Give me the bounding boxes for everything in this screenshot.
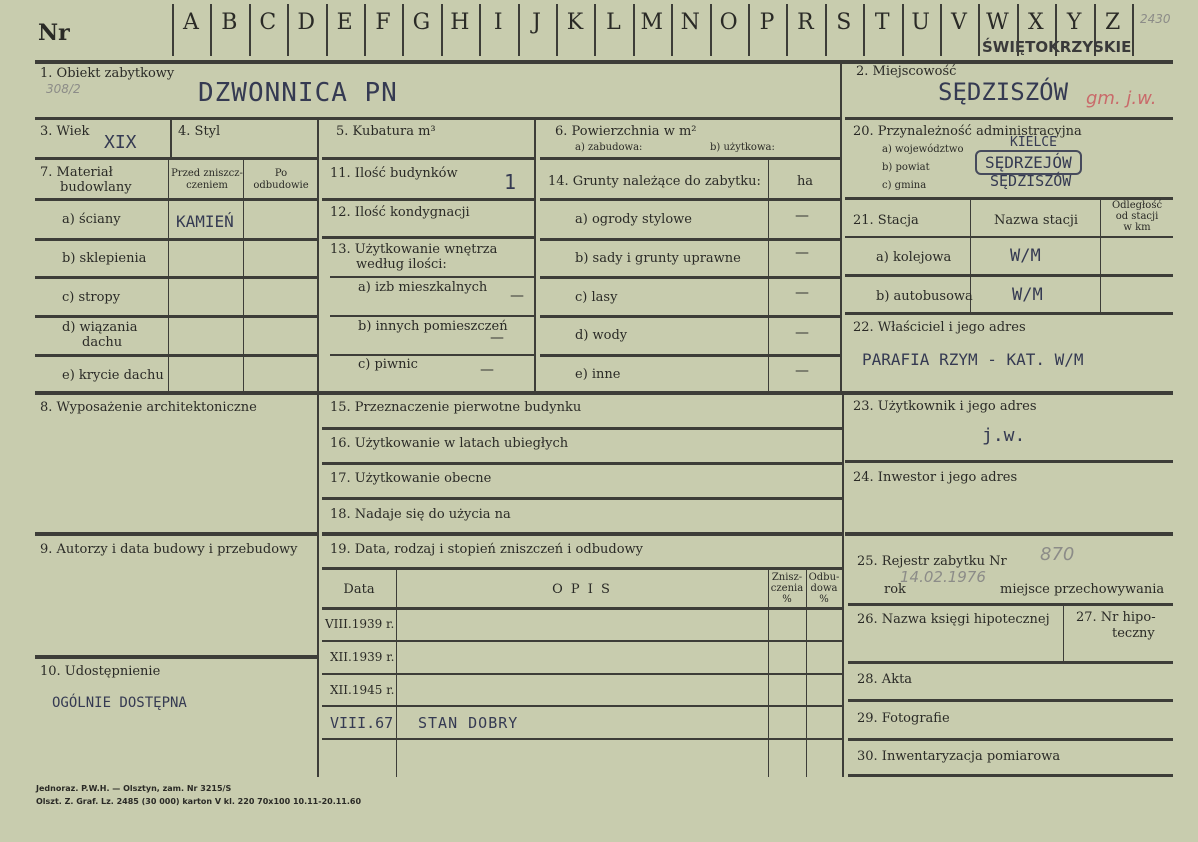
f18-label: 18. Nadaje się do użycia na [330,507,511,522]
f14-dash: — [795,363,809,379]
f13-b: b) innych pomieszczeń [358,319,508,334]
letter-separator [441,4,443,56]
rule [330,276,534,278]
letter-separator [594,4,596,56]
f7-row-walls: a) ściany [62,212,121,227]
rule [170,117,172,158]
letter-separator [863,4,865,56]
rule [845,274,1173,277]
index-letter: C [259,10,277,35]
index-letter: W [986,10,1009,35]
f21-b-value: W/M [1012,285,1043,305]
f7-label-2: budowlany [60,180,132,195]
f20-b-value: SĘDRZEJÓW [975,150,1082,175]
rule [35,354,317,357]
rule [35,157,317,160]
f20-c-value: SĘDZISZÓW [990,172,1072,190]
f20-a-value: KIELCE [1010,135,1057,150]
f25-nr-value: 870 [1040,544,1075,565]
f4-label: 4. Styl [178,124,221,139]
f14-item-gardens: a) ogrody stylowe [575,212,692,227]
f29-label: 29. Fotografie [857,711,950,726]
f6-sub-a: a) zabudowa: [575,142,643,153]
f7-row-trusses: d) wiązania [62,320,138,335]
rule [768,160,769,391]
f19-row-date: VIII.67 [330,714,394,732]
f7-row-ceilings: c) stropy [62,290,121,305]
rule [845,532,1173,536]
f10-label: 10. Udostępnienie [40,664,161,679]
rule [322,532,842,536]
rule [35,198,317,201]
f7-col-before: Przed zniszcz- [171,168,243,179]
f14-label: 14. Grunty należące do zabytku: [548,174,761,189]
f14-dash: — [795,208,809,224]
rule [322,236,534,239]
region-stamp: ŚWIĘTOKRZYSKIE [982,38,1132,56]
letter-separator [940,4,942,56]
index-letter: R [797,10,814,35]
f13-a: a) izb mieszkalnych [358,280,488,295]
f5-label: 5. Kubatura m³ [336,124,436,139]
rule [848,738,1173,741]
letter-separator [978,4,980,56]
f1-label: 1. Obiekt zabytkowy [40,66,175,81]
f2-value: SĘDZISZÓW [938,78,1069,106]
f22-label: 22. Właściciel i jego adres [853,320,1026,335]
letter-separator [825,4,827,56]
f19-col-destruction-3: % [782,594,792,605]
f21-col-name: Nazwa stacji [993,213,1079,228]
letter-separator [633,4,635,56]
index-letter: E [336,10,353,35]
letter-separator [364,4,366,56]
letter-separator [479,4,481,56]
f21-label: 21. Stacja [853,213,919,228]
f6-sub-b: b) użytkowa: [710,142,775,153]
index-letter: L [606,10,621,35]
f7-col-before-2: czeniem [186,180,228,191]
f19-col-rebuild-2: dowa [810,583,838,594]
f13-label: 13. Użytkowanie wnętrza [330,242,498,257]
index-letter: B [221,10,238,35]
letter-separator [518,4,520,56]
f23-value: j.w. [982,425,1026,446]
rule [322,607,842,610]
index-letter: J [532,10,541,35]
f19-row-date: XII.1939 r. [330,650,395,664]
rule [35,391,1173,395]
rule [322,198,534,201]
f15-label: 15. Przeznaczenie pierwotne budynku [330,400,582,415]
letter-separator [902,4,904,56]
f11-label: 11. Ilość budynków [330,166,458,181]
letter-separator [249,4,251,56]
rule [322,497,842,500]
f20-a-label: a) województwo [882,144,964,155]
index-letter: U [911,10,930,35]
corner-note: 2430 [1140,12,1171,26]
rule [168,160,169,391]
f20-b-label: b) powiat [882,162,930,173]
f2-red-note: gm. j.w. [1086,88,1157,109]
f14-dash: — [795,285,809,301]
f25-place: miejsce przechowywania [1000,582,1165,597]
f7-row-trusses-2: dachu [82,335,123,350]
index-letter: Y [1066,10,1082,35]
f19-row-date: VIII.1939 r. [325,617,395,631]
f20-label: 20. Przynależność administracyjna [853,124,1082,139]
letter-separator [748,4,750,56]
f21-b-label: b) autobusowa [876,289,973,304]
rule [35,532,317,536]
f3-value: XIX [104,132,137,153]
rule [35,60,1173,64]
printer-note: Jednoraz. P.W.H. — Olsztyn, zam. Nr 3215/S [36,784,232,793]
f24-label: 24. Inwestor i jego adres [853,470,1018,485]
rule [322,567,842,570]
rule [330,354,534,356]
nr-label: Nr [38,20,70,46]
rule [35,238,317,241]
index-letter: G [412,10,431,35]
rule [35,276,317,279]
rule [540,354,840,357]
index-letter: D [297,10,315,35]
f21-col-distance: Odległość [1111,200,1163,211]
f26-label: 26. Nazwa księgi hipotecznej [857,612,1050,627]
f30-label: 30. Inwentaryzacja pomiarowa [857,749,1061,764]
rule [840,60,842,395]
f7-row-walls-before: KAMIEŃ [176,212,234,231]
f10-value: OGÓLNIE DOSTĘPNA [52,695,187,711]
rule [322,157,534,160]
f13-label-2: według ilości: [356,257,447,272]
f17-label: 17. Użytkowanie obecne [330,471,492,486]
index-letter: X [1027,10,1044,35]
f9-label: 9. Autorzy i data budowy i przebudowy [40,542,298,557]
f7-col-after-2: odbudowie [253,180,309,191]
index-letter: T [874,10,890,35]
rule [35,655,317,659]
f16-label: 16. Użytkowanie w latach ubiegłych [330,436,569,451]
f7-label: 7. Materiał [40,165,113,180]
letter-separator [172,4,174,56]
f7-col-after: Po [274,168,288,179]
f1-value: DZWONNICA PN [198,78,398,108]
f22-value: PARAFIA RZYM - KAT. W/M [862,350,1084,369]
f13-c-dash: — [480,362,494,378]
f19-label: 19. Data, rodzaj i stopień zniszczeń i odbudowy [330,542,644,557]
index-letter: H [450,10,470,35]
rule [540,276,840,279]
f14-item-forests: c) lasy [575,290,618,305]
f19-col-destruction: Znisz- [771,572,803,583]
f19-row-desc: STAN DOBRY [418,714,519,732]
f7-row-roofing: e) krycie dachu [62,368,164,383]
index-letter: A [183,10,199,35]
rule [534,117,536,393]
f19-col-desc: O P I S [552,582,612,597]
letter-separator [556,4,558,56]
f11-value: 1 [504,170,517,194]
rule [540,198,840,201]
letter-separator [1132,4,1134,56]
rule [1063,606,1064,663]
f1-pencil-note: 308/2 [46,82,81,96]
index-letter: K [566,10,584,35]
f21-col-distance-3: w km [1123,222,1151,233]
f19-col-destruction-2: czenia [770,583,804,594]
f21-a-label: a) kolejowa [876,250,952,265]
f14-item-orchards: b) sady i grunty uprawne [575,251,741,266]
rule [845,117,1173,120]
letter-separator [786,4,788,56]
rule [35,315,317,318]
f3-label: 3. Wiek [40,124,90,139]
rule [540,315,840,318]
f27-label-2: teczny [1112,626,1155,641]
rule [842,395,844,777]
f20-c-label: c) gmina [882,180,927,191]
f25-rok-label: rok [884,582,906,597]
rule [317,117,319,777]
index-letter: S [836,10,852,35]
f25-rok-value: 14.02.1976 [900,568,986,586]
index-letter: O [719,10,738,35]
index-letter: N [680,10,700,35]
f14-dash: — [795,245,809,261]
f19-row-date: XII.1945 r. [330,683,395,697]
rule [322,738,842,740]
letter-separator [671,4,673,56]
f2-label: 2. Miejscowość [856,64,957,79]
f13-a-dash: — [510,288,524,304]
f19-col-rebuild-3: % [819,594,829,605]
rule [35,117,840,120]
rule [848,699,1173,702]
f13-b-dash: — [490,330,504,346]
rule [322,462,842,465]
f27-label: 27. Nr hipo- [1076,610,1156,625]
f21-col-distance-2: od stacji [1115,211,1159,222]
index-letter: Z [1104,10,1121,35]
f14-dash: — [795,325,809,341]
f21-a-value: W/M [1010,246,1041,266]
rule [396,570,397,777]
f14-item-waters: d) wody [575,328,628,343]
f6-label: 6. Powierzchnia w m² [555,124,697,139]
rule [845,312,1173,315]
f14-unit: ha [796,174,814,189]
rule [848,774,1173,777]
rule [845,460,1173,463]
index-letter: P [759,10,775,35]
letter-separator [287,4,289,56]
f13-c: c) piwnic [358,357,418,372]
f12-label: 12. Ilość kondygnacji [330,205,470,220]
letter-separator [210,4,212,56]
rule [540,238,840,241]
rule [540,157,840,160]
f23-label: 23. Użytkownik i jego adres [853,399,1037,414]
f7-row-vaults: b) sklepienia [62,251,147,266]
rule [330,315,534,317]
rule [322,673,842,675]
rule [243,160,244,391]
f25-label: 25. Rejestr zabytku Nr [857,554,1007,569]
rule [845,236,1173,238]
f8-label: 8. Wyposażenie architektoniczne [40,400,257,415]
letter-separator [710,4,712,56]
rule [322,640,842,642]
f19-col-date: Data [343,582,375,597]
index-letter: I [493,10,503,35]
f28-label: 28. Akta [857,672,913,687]
printer-note-2: Olszt. Z. Graf. Lz. 2485 (30 000) karton V kl. 220 70x100 10.11-20.11.60 [36,797,362,806]
f14-item-other: e) inne [575,367,621,382]
rule [322,705,842,707]
rule [848,661,1173,664]
letter-separator [326,4,328,56]
index-letter: V [951,10,967,35]
rule [848,603,1173,606]
f19-col-rebuild: Odbu- [808,572,840,583]
rule [322,427,842,430]
letter-separator [402,4,404,56]
index-letter: F [375,10,391,35]
index-letter: M [640,10,664,35]
